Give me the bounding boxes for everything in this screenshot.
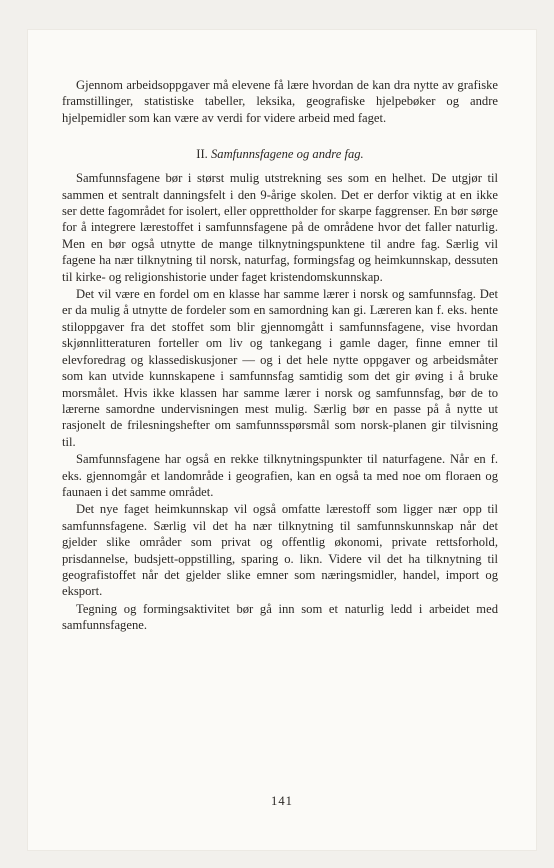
body-paragraph: Samfunnsfagene bør i størst mulig utstrekning ses som en helhet. De utgjør til sammen et sentralt danningsfelt i den 9-årige skolen. Det er derfor viktig at en ikke ser dette fagområdet for isolert, eller opprettholder for skarpe faggrenser. En bør sørge for å integrere lærestoffet i samfunnsfagene på de områdene hvor det faller naturlig. Men en bør også utnytte de mange tilknytningspunktene til andre fag. Særlig vil fagene ha nær tilknytning til norsk, naturfag, formingsfag og heimkunnskap, dessuten til kirke- og religionshistorie under faget kristendomskunnskap.: [62, 171, 498, 284]
intro-paragraph: Gjennom arbeidsoppgaver må elevene få lære hvordan de kan dra nytte av grafiske framstillinger, statistiske tabeller, leksika, geografiske hjelpebøker og andre hjelpemidler som kan være av verdi for videre arbeid med faget.: [62, 78, 498, 125]
body-paragraph: Det vil være en fordel om en klasse har samme lærer i norsk og samfunnsfag. Det er da mulig å utnytte de fordeler som en samordning kan gi. Læreren kan f. eks. hente stiloppgaver fra det stoffet som blir gjennomgått i samfunnsfagene, vise hvordan skjønnlitteraturen forteller om liv og tankegang i gamle dager, finne emner til elevforedrag og klassediskusjoner — og i det hele nytte oppgaver og arbeidsmåter som kan utvide kunnskapene i samfunnsfag samtidig som det gir øving i å bruke morsmålet. Hvis ikke klassen har samme lærer i norsk og samfunnsfag, bør de to lærerne samordne undervisningen mest mulig. Særlig bør en passe på å nytte ut rasjonelt de frilesningshefter om samfunnsspørsmål som norsk-planen gir tilvisning til.: [62, 287, 498, 449]
section-numeral: II.: [196, 147, 208, 162]
body-paragraph: Det nye faget heimkunnskap vil også omfatte lærestoff som ligger nær opp til samfunnsfagene. Særlig vil det ha nær tilknytning til samfunnskunnskap når det gjelder slike områder som privat og offentlig økonomi, private rettsforhold, prisdannelse, budsjett-oppstilling, sparing o. likn. Videre vil det ha tilknytning til geografistoffet når det gjelder slike emner som næringsmidler, handel, import og eksport.: [62, 502, 498, 599]
page-number: 141: [271, 794, 293, 808]
section-heading: [62, 146, 498, 162]
body-paragraph: Samfunnsfagene har også en rekke tilknytningspunkter til naturfagene. Når en f. eks. gjennomgår et landområde i geografien, kan en også ta med noe om floraen og faunaen i det samme området.: [62, 452, 498, 499]
section-title: Samfunnsfagene og andre fag.: [210, 147, 364, 162]
document-page: [28, 30, 536, 850]
body-paragraph: Tegning og formingsaktivitet bør gå inn som et naturlig ledd i arbeidet med samfunnsfagene.: [62, 601, 498, 633]
page-body: [62, 77, 498, 634]
